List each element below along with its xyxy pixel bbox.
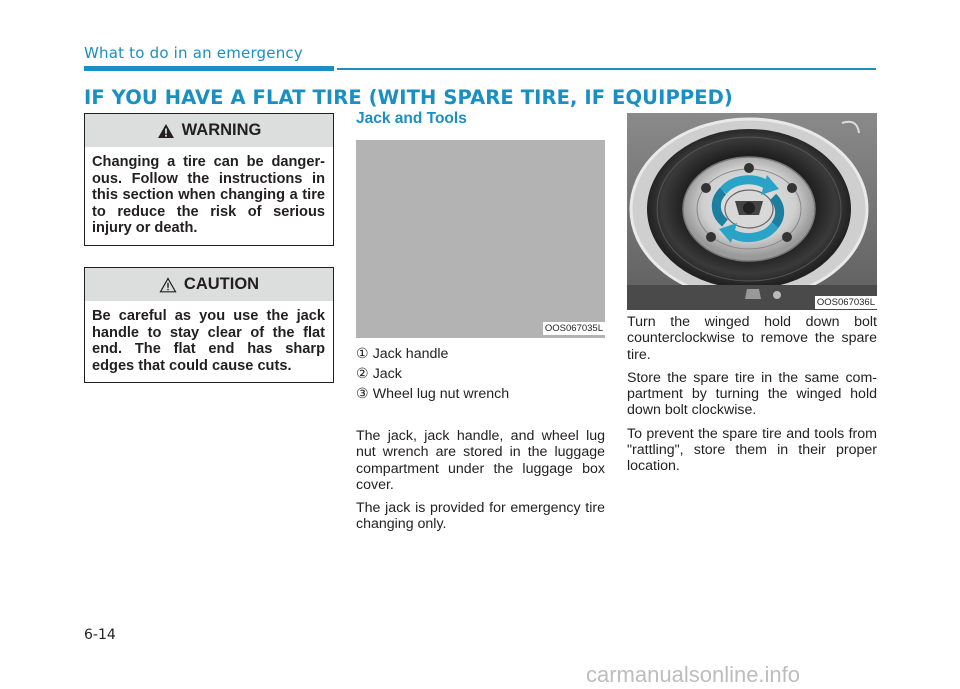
jack-tools-heading: Jack and Tools [356, 110, 467, 127]
paragraph: Store the spare tire in the same com-partment by turning the winged hold down bolt clockwise. [627, 369, 877, 419]
page-number: 6-14 [84, 627, 116, 643]
header-rule-thin [337, 68, 876, 70]
warning-label: WARNING [181, 121, 262, 139]
warning-band [85, 114, 333, 147]
spare-tire-body [627, 314, 877, 482]
spare-tire-figure [627, 113, 877, 310]
figure-code-label: OOS067036L [816, 297, 875, 308]
watermark-text: carmanualsonline.info [586, 662, 801, 687]
list-item [356, 366, 402, 382]
warning-triangle-icon [157, 123, 175, 139]
list-item-label: Wheel lug nut wrench [372, 386, 510, 402]
jack-tools-figure [356, 140, 605, 338]
header-rule-thick [84, 66, 334, 71]
list-item-number: ③ [356, 386, 369, 402]
caution-triangle-icon [159, 277, 177, 293]
caution-text: Be careful as you use the jack handle to stay clear of the flat end. The flat end has sharp edges that could cause cuts. [92, 308, 325, 374]
caution-box [84, 267, 334, 383]
paragraph: To prevent the spare tire and tools from "rattling", store them in their proper location. [627, 425, 877, 475]
paragraph: The jack, jack handle, and wheel lug nut wrench are stored in the luggage compartment under the luggage box cover. [356, 428, 605, 493]
list-item [356, 386, 509, 402]
list-item-number: ① [356, 346, 369, 362]
list-item-label: Jack [372, 366, 402, 382]
figure-code-label: OOS067035L [544, 323, 603, 334]
jack-tools-body [356, 428, 605, 540]
warning-box [84, 113, 334, 246]
list-item-number: ② [356, 366, 369, 382]
warning-text: Changing a tire can be danger-ous. Follow the instructions in this section when changing a tire to reduce the risk of serious injury or death. [92, 154, 325, 237]
spare-tire-illustration [627, 113, 877, 310]
list-item-label: Jack handle [372, 346, 449, 362]
caution-label: CAUTION [183, 275, 260, 293]
chapter-header: What to do in an emergency [84, 44, 303, 62]
caution-band [85, 268, 333, 301]
paragraph: Turn the winged hold down bolt counterclockwise to remove the spare tire. [627, 314, 877, 363]
paragraph: The jack is provided for emergency tire changing only. [356, 500, 605, 533]
list-item [356, 346, 448, 362]
page-title: IF YOU HAVE A FLAT TIRE (WITH SPARE TIRE, IF EQUIPPED) [84, 86, 733, 109]
